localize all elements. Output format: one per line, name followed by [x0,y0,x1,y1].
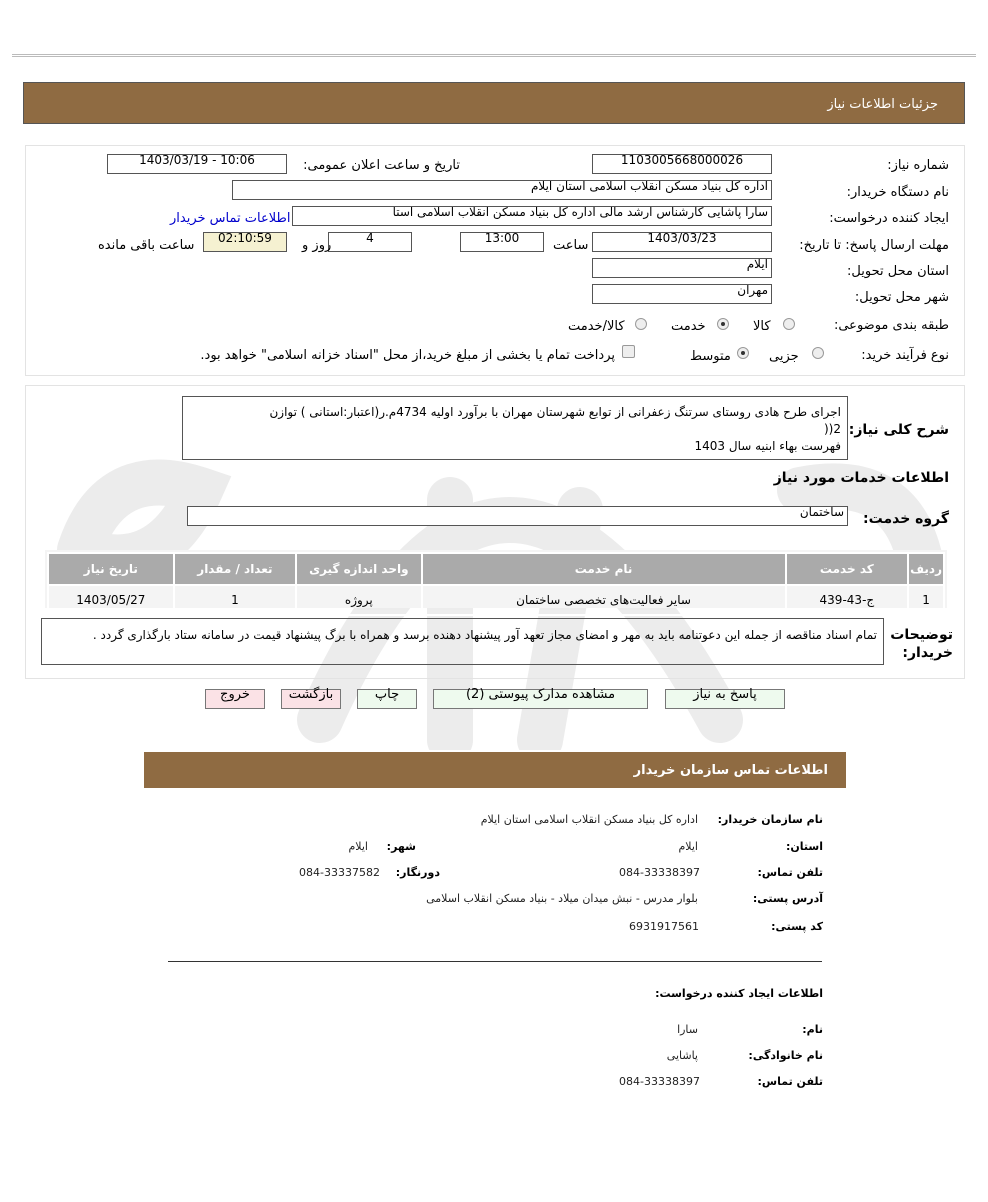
contact-city-value: ایلام [348,840,368,853]
contact-divider [168,961,822,962]
contact-section-header [144,752,846,788]
category-option-goods-service: کالا/خدمت [568,319,625,334]
contact-postal-value: 6931917561 [629,920,699,933]
category-radio-service[interactable] [717,318,729,330]
category-label: طبقه بندی موضوعی: [833,318,949,333]
contact-phone-label: تلفن تماس: [757,866,823,879]
category-option-goods: کالا [753,319,771,334]
creator-name-value: سارا [677,1023,698,1036]
contact-phone-value: 084-33338397 [619,866,700,879]
deadline-label: مهلت ارسال پاسخ: تا تاریخ: [799,238,949,253]
city-field: مهران [592,284,772,304]
days-field: 4 [328,232,412,252]
page-title: جزئیات اطلاعات نیاز [827,97,938,112]
contact-fax-value: 084-33337582 [299,866,380,879]
cell-name: سایر فعالیت‌های تخصصی ساختمان [422,585,786,615]
announce-date-field: 1403/03/19 - 10:06 [107,154,287,174]
contact-province-value: ایلام [678,840,698,853]
contact-city-label: شهر: [386,840,416,853]
buyer-org-field: اداره کل بنیاد مسکن انقلاب اسلامی استان ایلام [232,180,772,200]
category-radio-goods[interactable] [783,318,795,330]
col-unit: واحد اندازه گیری [296,553,421,585]
treasury-payment-note: پرداخت تمام یا بخشی از مبلغ خرید،از محل "اسناد خزانه اسلامی" خواهد بود. [200,348,615,363]
creator-label: ایجاد کننده درخواست: [829,211,949,226]
cell-date: 1403/05/27 [48,585,174,615]
cell-unit: پروژه [296,585,421,615]
buyer-contact-link[interactable]: اطلاعات تماس خریدار [170,211,291,226]
need-number-field: 1103005668000026 [592,154,772,174]
reply-button[interactable]: پاسخ به نیاز [665,689,785,709]
contact-org-label: نام سازمان خریدار: [717,813,823,826]
col-code: کد خدمت [786,553,909,585]
creator-info-title: اطلاعات ایجاد کننده درخواست: [655,987,823,1000]
col-row: ردیف [908,553,944,585]
treasury-payment-checkbox[interactable] [622,345,635,358]
col-name: نام خدمت [422,553,786,585]
process-option-medium: متوسط [690,349,731,364]
creator-family-label: نام خانوادگی: [748,1049,823,1062]
need-number-label: شماره نیاز: [887,158,949,173]
process-label: نوع فرآیند خرید: [861,348,949,363]
creator-phone-label: تلفن تماس: [757,1075,823,1088]
deadline-time-field: 13:00 [460,232,544,252]
attachments-button[interactable]: مشاهده مدارک پیوستی (2) [433,689,648,709]
services-title: اطلاعات خدمات مورد نیاز [773,470,949,486]
top-divider [12,54,976,57]
cell-code: ج-43-439 [786,585,909,615]
services-table [47,552,945,616]
cell-qty: 1 [174,585,296,615]
buyer-notes-label: توضیحات خریدار: [890,627,953,661]
description-line-1: اجرای طرح هادی روستای سرتنگ زعفرانی از توابع شهرستان مهران با برآورد اولیه 4734م.ر(اعتبار:استانی ) توازن [269,405,841,419]
creator-phone-value: 084-33338397 [619,1075,700,1088]
contact-section-title: اطلاعات تماس سازمان خریدار [633,763,828,778]
contact-province-label: استان: [786,840,823,853]
category-option-service: خدمت [671,319,706,334]
creator-field: سارا پاشایی کارشناس ارشد مالی اداره کل بنیاد مسکن انقلاب اسلامی استا [292,206,772,226]
category-radio-goods-service[interactable] [635,318,647,330]
contact-fax-label: دورنگار: [395,866,440,879]
remaining-time-field: 02:10:59 [203,232,287,252]
deadline-date-field: 1403/03/23 [592,232,772,252]
province-field: ایلام [592,258,772,278]
print-button[interactable]: چاپ [357,689,417,709]
deadline-time-label: ساعت [553,238,589,253]
contact-address-value: بلوار مدرس - نبش میدان میلاد - بنیاد مسکن انقلاب اسلامی [426,892,698,905]
col-qty: تعداد / مقدار [174,553,296,585]
contact-org-value: اداره کل بنیاد مسکن انقلاب اسلامی استان ایلام [480,813,698,826]
services-table-header [48,553,944,585]
process-radio-medium[interactable] [737,347,749,359]
days-label: روز و [302,238,332,253]
back-button[interactable]: بازگشت [281,689,341,709]
province-label: استان محل تحویل: [847,264,949,279]
contact-address-label: آدرس پستی: [752,892,823,905]
service-group-field: ساختمان [187,506,848,526]
remaining-label: ساعت باقی مانده [98,238,195,253]
creator-name-label: نام: [802,1023,823,1036]
announce-date-label: تاریخ و ساعت اعلان عمومی: [303,158,460,173]
exit-button[interactable]: خروج [205,689,265,709]
process-option-minor: جزیی [769,349,799,364]
creator-family-value: پاشایی [666,1049,698,1062]
service-group-label: گروه خدمت: [863,511,949,527]
cell-row: 1 [908,585,944,615]
contact-postal-label: کد پستی: [771,920,823,933]
description-box [182,396,848,460]
city-label: شهر محل تحویل: [854,290,949,305]
process-radio-minor[interactable] [812,347,824,359]
col-date: تاریخ نیاز [48,553,174,585]
buyer-notes-box: تمام اسناد مناقصه از جمله این دعوتنامه باید به مهر و امضای مجاز تعهد آور پیشنهاد دهنده برسد و همراه با برگ پیشنهاد قیمت در سامانه ستاد بارگذاری گردد . [41,618,884,665]
description-line-2: 2(( [823,422,841,436]
buyer-org-label: نام دستگاه خریدار: [846,185,949,200]
table-row [48,585,944,615]
description-label: شرح کلی نیاز: [848,422,949,438]
page-header [23,82,965,124]
description-line-3: فهرست بهاء ابنیه سال 1403 [694,439,841,453]
